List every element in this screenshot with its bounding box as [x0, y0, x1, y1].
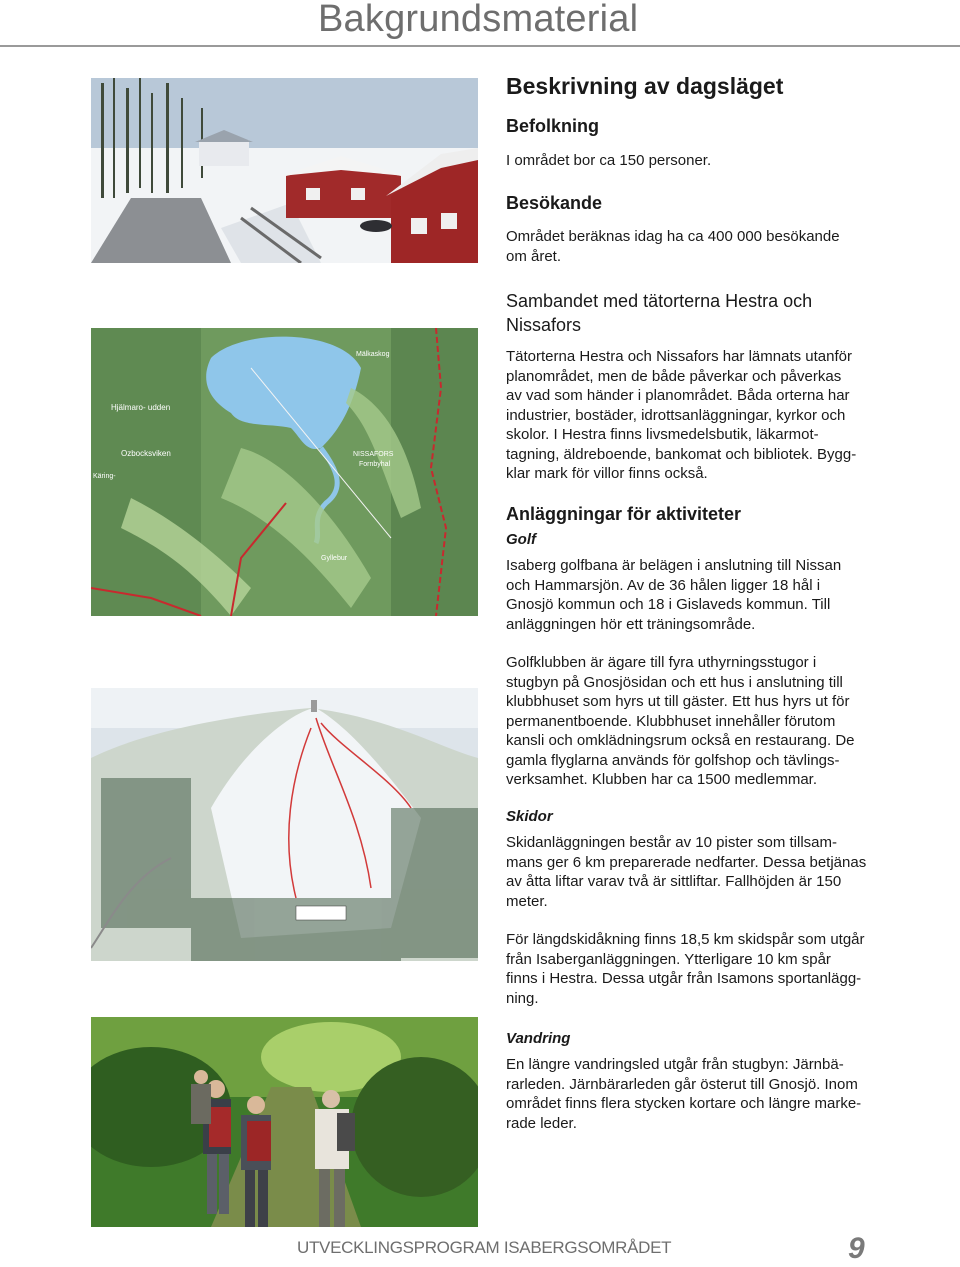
- paragraph-line: Isaberg golfbana är belägen i anslutning till Nissan: [506, 557, 842, 574]
- paragraph-line: mans ger 6 km preparerade nedfarter. Dessa betjänas: [506, 853, 867, 871]
- paragraph-line: området finns flera stycken kortare och längre marke-: [506, 1095, 862, 1112]
- area-map-image: [91, 328, 478, 616]
- map-label-east1: Mälkaskog: [356, 351, 390, 358]
- header-rule: [0, 45, 960, 47]
- heading-sambandet: [506, 289, 896, 337]
- paragraph-line: permanentboende. Klubbhuset innehåller förutom: [506, 712, 836, 730]
- paragraph-golf-1: [506, 556, 896, 634]
- paragraph-line: rarleden. Järnbärarleden går österut till Gnosjö. Inom: [506, 1075, 858, 1093]
- map-label-north: Hjälmaro- udden: [111, 403, 171, 412]
- page-header-title: Bakgrundsmaterial: [318, 0, 639, 40]
- map-label-west: Käring-: [93, 473, 116, 480]
- map-label-bay: Ozbocksviken: [121, 449, 171, 458]
- paragraph-skidor-2: [506, 930, 896, 1008]
- paragraph-line: stugbyn på Gnosjösidan och ett hus i anslutning till: [506, 673, 843, 691]
- paragraph-line: En längre vandringsled utgår från stugbyn: Järnbä-: [506, 1056, 844, 1073]
- paragraph-sambandet: [506, 347, 896, 484]
- subheading-skidor: Skidor: [506, 808, 553, 825]
- hikers-forest-photo: [91, 1017, 478, 1227]
- text-befolkning: I området bor ca 150 personer.: [506, 152, 712, 169]
- text-besokande: [506, 227, 896, 266]
- paragraph-line: och Hammarsjön. Av de 36 hålen ligger 18 hål i: [506, 576, 821, 594]
- ski-resort-map-image: [91, 688, 478, 961]
- farm-winter-photo: [91, 78, 478, 263]
- page-number: 9: [848, 1232, 865, 1265]
- heading-sambandet-line: Sambandet med tätorterna Hestra och: [506, 291, 813, 311]
- heading-besokande: Besökande: [506, 193, 603, 213]
- paragraph-line: klar mark för villor finns också.: [506, 465, 708, 482]
- paragraph-line: Skidanläggningen består av 10 pister som tillsam-: [506, 834, 838, 851]
- paragraph-line: skolor. I Hestra finns livsmedelsbutik, läkarmot-: [506, 426, 819, 443]
- text-besokande-line: om året.: [506, 247, 562, 265]
- paragraph-line: ning.: [506, 989, 539, 1007]
- paragraph-line: meter.: [506, 892, 548, 910]
- paragraph-line: rade leder.: [506, 1114, 577, 1132]
- paragraph-line: av åtta liftar varav två är sittliftar. Fallhöjden är 150: [506, 873, 842, 890]
- paragraph-line: Golfklubben är ägare till fyra uthyrningsstugor i: [506, 654, 817, 671]
- heading-sambandet-line: Nissafors: [506, 315, 582, 335]
- subheading-vandring: Vandring: [506, 1030, 571, 1047]
- paragraph-line: industrier, bostäder, idrottsanläggningar, kyrkor och: [506, 406, 846, 424]
- paragraph-line: klubbhuset som hyrs ut till gäster. Ett hus hyrs ut för: [506, 693, 850, 710]
- paragraph-line: planområdet, men de både påverkar och påverkas: [506, 367, 842, 385]
- paragraph-skidor-1: [506, 833, 896, 911]
- paragraph-line: kansli och omklädningsrum också en restaurang. De: [506, 732, 855, 749]
- main-title: Beskrivning av dagsläget: [506, 73, 784, 99]
- heading-befolkning: Befolkning: [506, 116, 599, 136]
- paragraph-line: gamla flyglarna används för golfshop och tävlings-: [506, 751, 840, 769]
- text-besokande-line: Området beräknas idag ha ca 400 000 besökande: [506, 228, 840, 245]
- paragraph-line: finns i Hestra. Dessa utgår från Isamons sportanlägg-: [506, 970, 862, 987]
- paragraph-line: anläggningen hör ett träningsområde.: [506, 615, 756, 633]
- paragraph-line: För längdskidåkning finns 18,5 km skidspår som utgår: [506, 931, 865, 948]
- paragraph-line: verksamhet. Klubben har ca 1500 medlemmar.: [506, 771, 817, 788]
- paragraph-line: tagning, äldreboende, bankomat och bibliotek. Bygg-: [506, 445, 857, 463]
- footer-title: UTVECKLINGSPROGRAM ISABERGSOMRÅDET: [297, 1238, 672, 1257]
- map-label-east3: Fornbyhal: [359, 461, 391, 468]
- paragraph-line: Gnosjö kommun och 18 i Gislaveds kommun. Till: [506, 596, 831, 613]
- map-label-south: Gyllebur: [321, 555, 348, 562]
- paragraph-line: från Isaberganläggningen. Ytterligare 10 km spår: [506, 950, 831, 968]
- paragraph-golf-2: [506, 653, 896, 790]
- heading-anlaggningar: Anläggningar för aktiviteter: [506, 504, 742, 524]
- subheading-golf: Golf: [506, 531, 536, 548]
- paragraph-vandring: [506, 1055, 896, 1133]
- map-label-east2: NISSAFORS: [353, 451, 394, 458]
- paragraph-line: av vad som händer i planområdet. Båda orterna har: [506, 387, 850, 404]
- paragraph-line: Tätorterna Hestra och Nissafors har lämnats utanför: [506, 348, 852, 365]
